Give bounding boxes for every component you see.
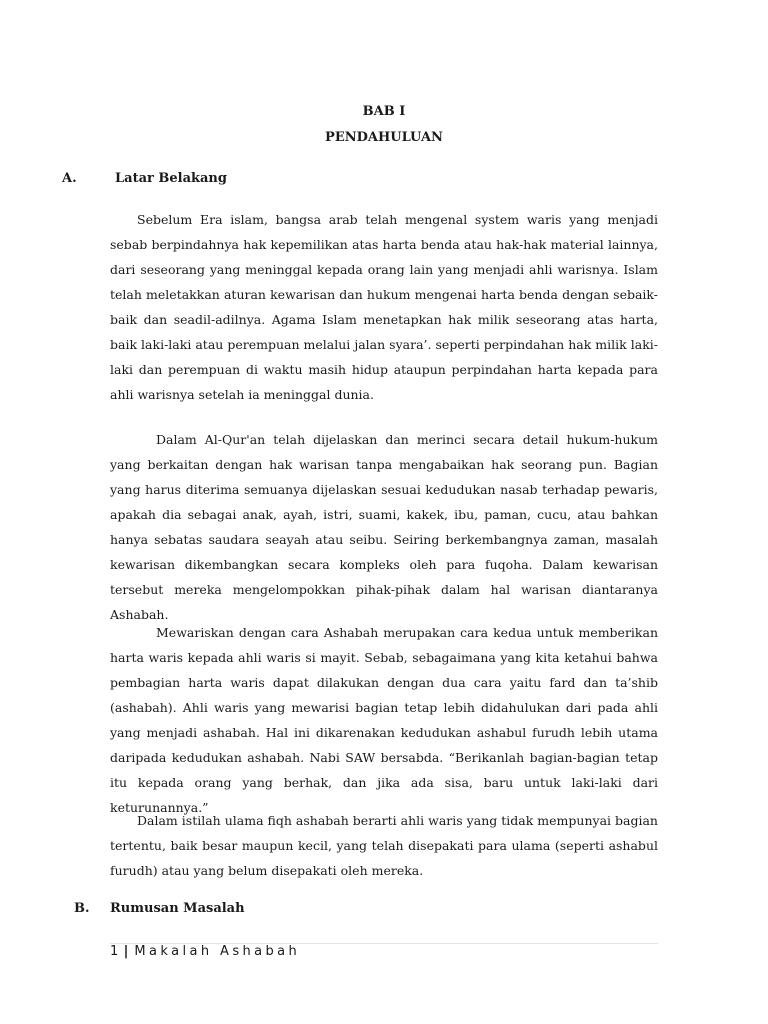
paragraph-2: Dalam Al-Qur'an telah dijelaskan dan merinci secara detail hukum-hukum yang berkaitan dengan hak warisan tanpa mengabaikan hak seorang pun. Bagian yang harus diterima semuanya dijelaskan sesuai kedudukan nasab terhadap pewaris, apakah dia sebagai anak, ayah, istri, suami, kakek, ibu, paman, cucu, atau bahkan hanya sebatas saudara seayah atau seibu. Seiring berkembangnya zaman, masalah kewarisan dikembangkan secara kompleks oleh para fuqoha. Dalam kewarisan tersebut mereka mengelompokkan pihak-pihak dalam hal warisan diantaranya Ashabah.	[110, 432, 658, 622]
section-a-title: Latar Belakang	[115, 171, 227, 186]
chapter-number: BAB I	[362, 104, 406, 119]
paragraph-1: Sebelum Era islam, bangsa arab telah mengenal system waris yang menjadi sebab berpindahnya hak kepemilikan atas harta benda atau hak-hak material lainnya, dari seseorang yang meninggal kepada orang lain yang menjadi ahli warisnya. Islam telah meletakkan aturan kewarisan dan hukum mengenai harta benda dengan sebaik-baik dan seadil-adilnya. Agama Islam menetapkan hak milik seseorang atas harta, baik laki-laki atau perempuan melalui jalan syara’. seperti perpindahan hak milik laki-laki dan perempuan di waktu masih hidup ataupun perpindahan harta kepada para ahli warisnya setelah ia meninggal dunia.	[110, 212, 658, 402]
chapter-title: PENDAHULUAN	[325, 130, 443, 145]
footer-title: Makalah Ashabah	[134, 944, 301, 959]
section-a-number: A.	[62, 171, 77, 186]
footer-separator: |	[123, 944, 129, 959]
section-b-number: B.	[74, 901, 90, 916]
page-footer	[110, 944, 300, 959]
paragraph-3: Mewariskan dengan cara Ashabah merupakan cara kedua untuk memberikan harta waris kepada ahli waris si mayit. Sebab, sebagaimana yang kita ketahui bahwa pembagian harta waris dapat dilakukan dengan dua cara yaitu fard dan ta’shib (ashabah). Ahli waris yang mewarisi bagian tetap lebih didahulukan dari pada ahli yang menjadi ashabah. Hal ini dikarenakan kedudukan ashabul furudh lebih utama daripada kedudukan ashabah. Nabi SAW bersabda. “Berikanlah bagian-bagian tetap itu kepada orang yang berhak, dan jika ada sisa, baru untuk laki-laki dari keturunannya.”	[110, 625, 658, 815]
section-b-title: Rumusan Masalah	[110, 901, 245, 916]
footer-page-number: 1	[110, 944, 122, 959]
paragraph-4: Dalam istilah ulama fiqh ashabah berarti ahli waris yang tidak mempunyai bagian tertentu, baik besar maupun kecil, yang telah disepakati para ulama (seperti ashabul furudh) atau yang belum disepakati oleh mereka.	[110, 813, 658, 878]
